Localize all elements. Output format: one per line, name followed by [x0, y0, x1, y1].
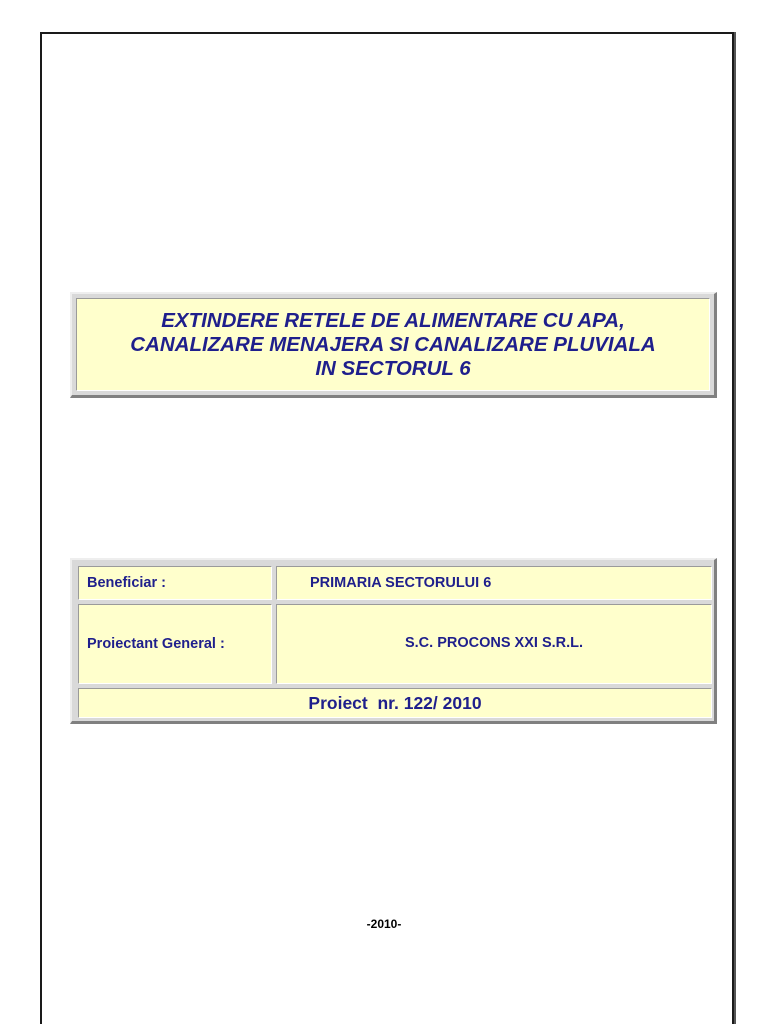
document-year: -2010- — [366, 917, 402, 931]
proiectant-value: S.C. PROCONS XXI S.R.L. — [276, 604, 712, 684]
page-border — [40, 32, 734, 1024]
title-frame — [70, 292, 717, 398]
title-line-2: CANALIZARE MENAJERA SI CANALIZARE PLUVIALA — [130, 332, 656, 356]
title-line-3: IN SECTORUL 6 — [315, 356, 471, 380]
title-line-1: EXTINDERE RETELE DE ALIMENTARE CU APA, — [161, 308, 625, 332]
proiectant-label: Proiectant General : — [78, 604, 272, 684]
beneficiar-label: Beneficiar : — [78, 566, 272, 600]
beneficiar-value: PRIMARIA SECTORULUI 6 — [276, 566, 712, 600]
project-info-grid — [76, 564, 710, 717]
project-info-table — [70, 558, 717, 724]
project-number: Proiect nr. 122/ 2010 — [78, 688, 712, 718]
title-panel — [76, 298, 710, 391]
